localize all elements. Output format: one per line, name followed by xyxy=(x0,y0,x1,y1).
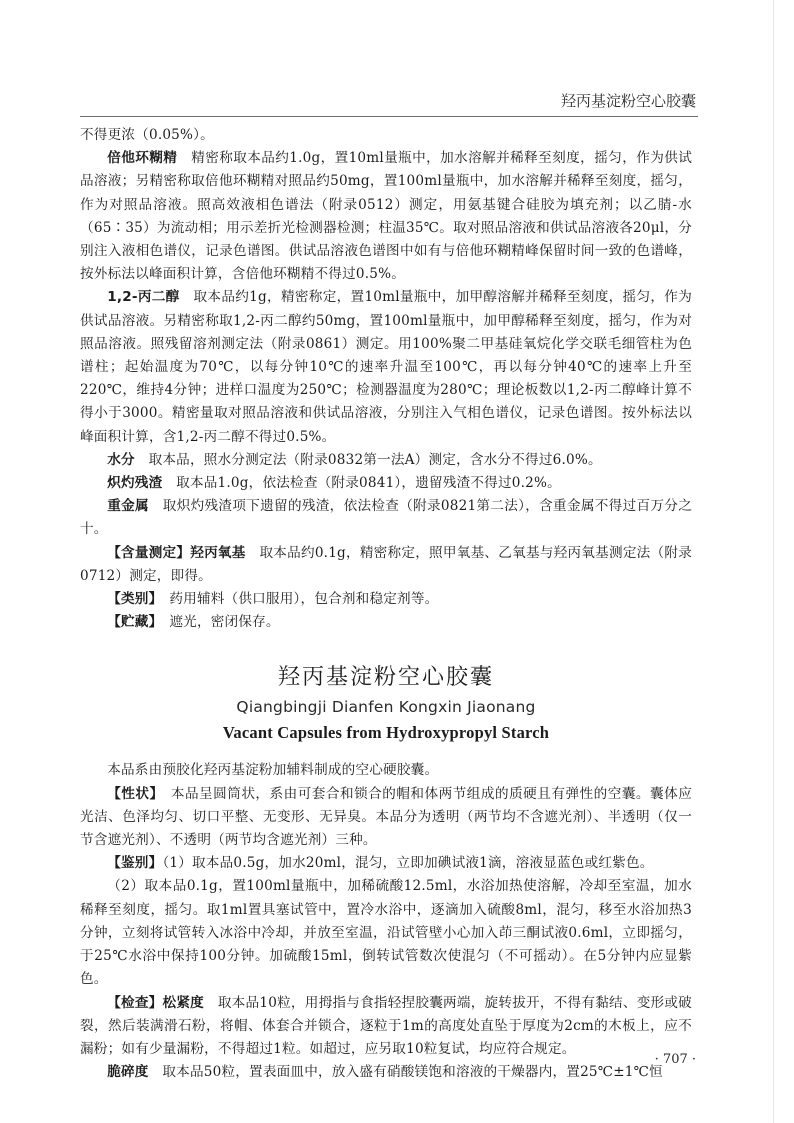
test-residue-on-ignition xyxy=(80,472,692,495)
test-term: 脆碎度 xyxy=(107,1064,149,1081)
test-text: 取本品，照水分测定法（附录0832第一法A）测定，含水分不得过6.0%。 xyxy=(134,451,602,468)
section-label: 【检查】 xyxy=(107,994,163,1011)
test-text: 取本品约1g，精密称定，置10ml量瓶中，加甲醇溶解并稀释至刻度，摇匀，作为供试品溶液。另精密称取1,2-丙二醇约50mg，置100ml量瓶中，加甲醇稀释至刻度，摇匀，作为对照品溶液。照残留溶剂测定法（附录0861）测定。用100%聚二甲基硅氧烷化学交联毛细管柱为色谱柱；起始温度为70℃，以每分钟10℃的速率升温至100℃，再以每分钟40℃的速率上升至220℃，维持4分钟；进样口温度为250℃；检测器温度为280℃；理论板数以1,2-丙二醇峰计算不得小于3000。精密量取对照品溶液和供试品溶液，分别注入气相色谱仪，记录色谱图。按外标法以峰面积计算，含1,2-丙二醇不得过0.5%。 xyxy=(80,289,693,445)
page-content xyxy=(80,124,692,1084)
section-text: （2）取本品0.1g，置100ml量瓶中，加稀硫酸12.5ml，水浴加热使溶解，冷却至室温，加水稀释至刻度，摇匀。取1ml置具塞试管中，置冷水浴中，逐滴加入硫酸8ml，混匀，移至水浴加热3分钟，立刻将试管转入冰浴中冷却，并放至室温，沿试管壁小心加入茚三酮试液0.6ml，立即摇匀，于25℃水浴中保持100分钟。加硫酸15ml，倒转试管数次使混匀（不可摇动）。在5分钟内应显紫色。 xyxy=(80,878,692,988)
section-label: 【含量测定】 xyxy=(107,544,191,561)
section-text: （1）取本品0.5g，加水20ml，混匀，立即加碘试液1滴，溶液显蓝色或红紫色。 xyxy=(162,855,654,872)
running-header: 羟丙基淀粉空心胶囊 xyxy=(560,92,696,110)
test-text: 取本品1.0g，依法检查（附录0841），遗留残渣不得过0.2%。 xyxy=(162,475,561,492)
test-term: 1,2-丙二醇 xyxy=(107,289,180,306)
test-text: 取炽灼残渣项下遗留的残渣，依法检查（附录0821第二法），含重金属不得过百万分之十。 xyxy=(80,498,692,538)
test-water xyxy=(80,449,692,472)
section-description xyxy=(80,783,692,853)
monograph-title-english: Vacant Capsules from Hydroxypropyl Starch xyxy=(222,723,550,743)
monograph-intro xyxy=(80,759,692,782)
monograph-title-block xyxy=(80,664,692,745)
test-term: 倍他环糊精 xyxy=(107,150,178,167)
monograph-title-chinese: 羟丙基淀粉空心胶囊 xyxy=(277,665,494,691)
section-text: 遮光，密闭保存。 xyxy=(155,614,280,631)
test-heavy-metals xyxy=(80,495,692,541)
test-term: 水分 xyxy=(107,451,135,468)
section-identification xyxy=(80,852,692,875)
section-label: 【鉴别】 xyxy=(107,855,163,872)
section-label: 【贮藏】 xyxy=(107,614,156,631)
continued-paragraph xyxy=(80,124,692,147)
test-text: 取本品50粒，置表面皿中，放入盛有硝酸镁饱和溶液的干燥器内，置25℃±1℃恒 xyxy=(148,1064,663,1081)
section-tests xyxy=(80,992,692,1062)
test-cyclodextrin xyxy=(80,147,692,286)
test-term: 炽灼残渣 xyxy=(107,475,163,492)
section-text: 取本品约0.1g，精密称定，照甲氧基、乙氧基与羟丙氧基测定法（附录0712）测定，即得。 xyxy=(80,544,692,584)
identification-2 xyxy=(80,875,692,991)
section-label: 【性状】 xyxy=(107,785,157,802)
section-text: 药用辅料（供口服用），包合剂和稳定剂等。 xyxy=(155,591,439,608)
page-number: · 707 · xyxy=(654,1052,696,1067)
intro-text: 本品系由预胶化羟丙基淀粉加辅料制成的空心硬胶囊。 xyxy=(107,762,439,779)
header-rule xyxy=(80,116,698,117)
test-term: 羟丙氧基 xyxy=(190,544,246,561)
section-category xyxy=(80,588,692,611)
monograph-title-pinyin: Qiangbingji Dianfen Kongxin Jiaonang xyxy=(236,698,536,717)
section-text: 本品呈圆筒状，系由可套合和锁合的帽和体两节组成的质硬且有弹性的空囊。囊体应光洁、色泽均匀、切口平整、无变形、无异臭。本品分为透明（两节均不含遮光剂）、半透明（仅一节含遮光剂）、不透明（两节均含遮光剂）三种。 xyxy=(80,785,692,849)
section-text: 取本品10粒，用拇指与食指轻捏胶囊两端，旋转拔开，不得有黏结、变形或破裂，然后装满滑石粉，将帽、体套合并锁合，逐粒于1m的高度处直坠于厚度为2cm的木板上，应不漏粉；如有少量漏粉，不得超过1粒。如超过，应另取10粒复试，均应符合规定。 xyxy=(80,994,692,1057)
continued-text: 不得更浓（0.05%）。 xyxy=(80,127,214,143)
test-propylene-glycol xyxy=(80,286,692,448)
section-assay xyxy=(80,542,692,588)
test-term: 松紧度 xyxy=(162,994,205,1011)
section-storage xyxy=(80,611,692,634)
page-edge-line xyxy=(773,0,774,1123)
section-label: 【类别】 xyxy=(107,591,156,608)
test-text: 精密称取本品约1.0g，置10ml量瓶中，加水溶解并稀释至刻度，摇匀，作为供试品溶液；另精密称取倍他环糊精对照品约50mg，置100ml量瓶中，加水溶解并稀释至刻度，摇匀，作为对照品溶液。照高效液相色谱法（附录0512）测定，用氨基键合硅胶为填充剂；以乙腈-水（65∶35）为流动相；用示差折光检测器检测；柱温35℃。取对照品溶液和供试品溶液各20μl，分别注入液相色谱仪，记录色谱图。供试品溶液色谱图中如有与倍他环糊精峰保留时间一致的色谱峰，按外标法以峰面积计算，含倍他环糊精不得过0.5%。 xyxy=(80,150,693,283)
test-term: 重金属 xyxy=(107,498,149,515)
